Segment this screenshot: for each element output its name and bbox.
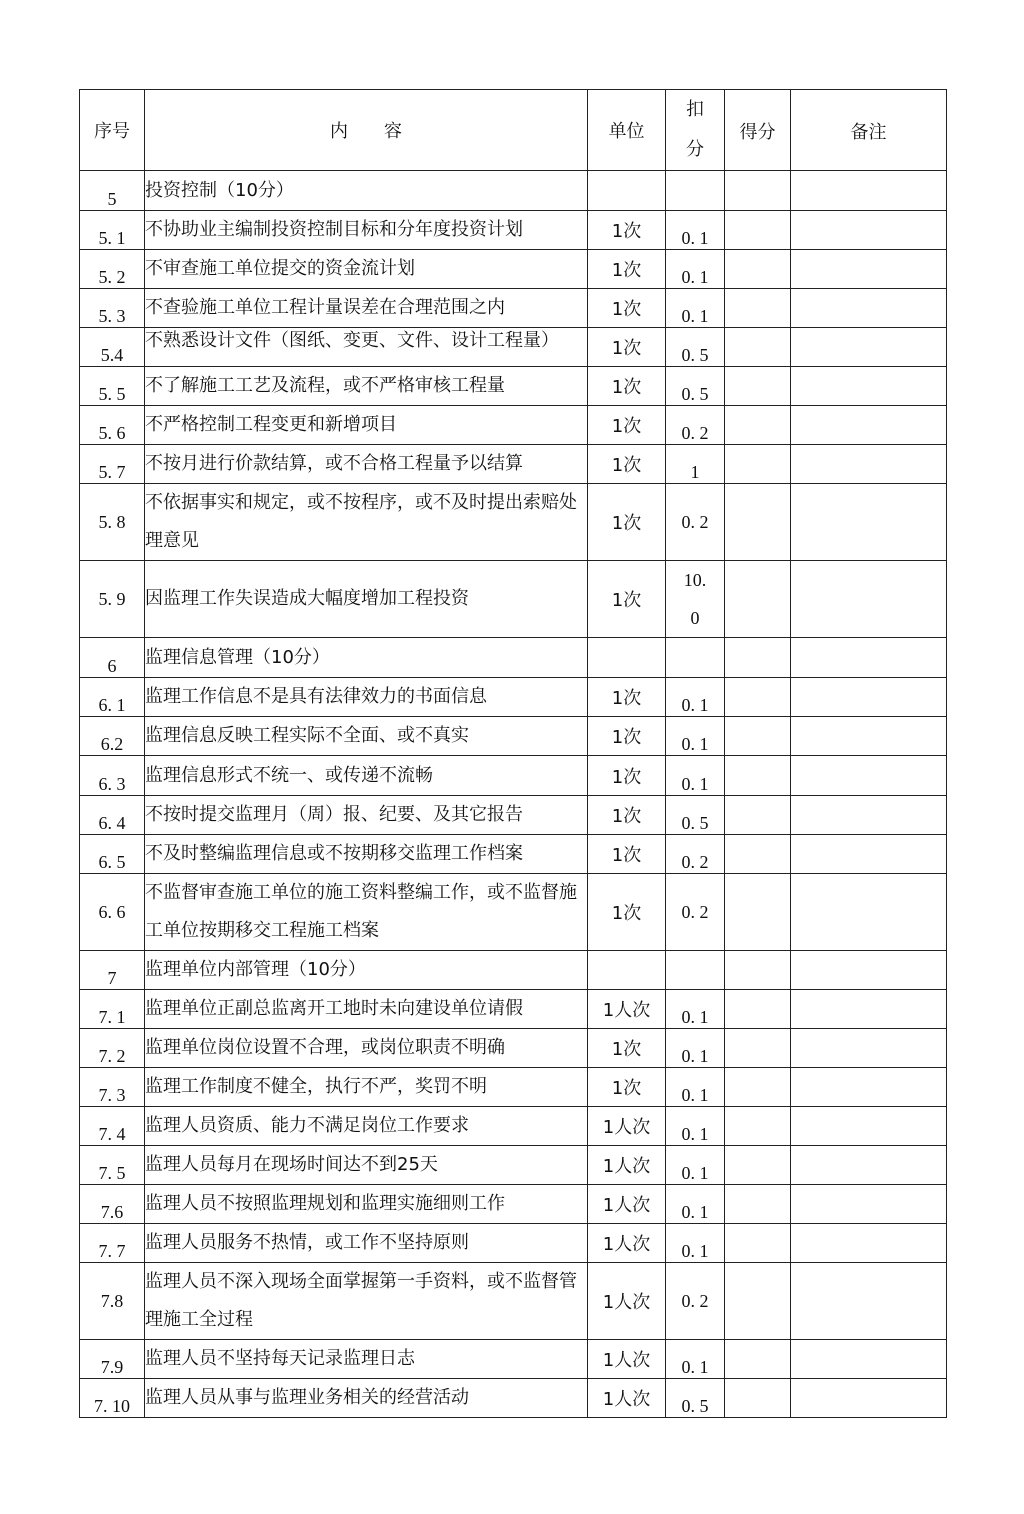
row-seq: 5 <box>80 171 145 211</box>
row-content <box>145 328 588 367</box>
row-content: 监理人员资质、能力不满足岗位工作要求 <box>145 1107 588 1146</box>
row-content: 因监理工作失误造成大幅度增加工程投资 <box>145 561 588 638</box>
row-content: 不及时整编监理信息或不按期移交监理工作档案 <box>145 835 588 874</box>
row-remark-cell[interactable] <box>791 874 947 951</box>
row-deduct: 0. 2 <box>666 484 725 561</box>
table-row <box>80 1340 947 1379</box>
row-remark-cell[interactable] <box>791 678 947 717</box>
row-deduct: 0. 5 <box>666 796 725 835</box>
row-unit: 1人次 <box>588 1340 666 1379</box>
table-row <box>80 990 947 1029</box>
row-content: 监理人员从事与监理业务相关的经营活动 <box>145 1379 588 1418</box>
row-content: 监理工作信息不是具有法律效力的书面信息 <box>145 678 588 717</box>
row-unit: 1次 <box>588 406 666 445</box>
row-deduct: 0. 1 <box>666 1340 725 1379</box>
header-deduct-line2: 分 <box>686 139 704 160</box>
row-deduct <box>666 638 725 678</box>
table-row <box>80 367 947 406</box>
row-content: 投资控制（10分） <box>145 171 588 211</box>
row-unit: 1次 <box>588 796 666 835</box>
table-row <box>80 874 947 951</box>
row-score-cell[interactable] <box>725 1146 791 1185</box>
row-unit <box>588 638 666 678</box>
row-remark-cell[interactable] <box>791 561 947 638</box>
row-score-cell[interactable] <box>725 1263 791 1340</box>
row-content: 监理信息形式不统一、或传递不流畅 <box>145 756 588 796</box>
table-row <box>80 328 947 367</box>
row-unit: 1次 <box>588 756 666 796</box>
row-unit: 1人次 <box>588 1263 666 1340</box>
row-deduct: 0. 1 <box>666 211 725 250</box>
table-row <box>80 561 947 638</box>
row-content: 监理人员服务不热情，或工作不坚持原则 <box>145 1224 588 1263</box>
table-row <box>80 951 947 990</box>
table-row <box>80 1224 947 1263</box>
row-score-cell[interactable] <box>725 171 791 211</box>
row-seq: 6. 3 <box>80 756 145 796</box>
header-score: 得分 <box>725 90 791 171</box>
row-content: 监理人员每月在现场时间达不到25天 <box>145 1146 588 1185</box>
row-deduct-line1: 10. <box>683 570 707 590</box>
row-score-cell[interactable] <box>725 211 791 250</box>
row-seq: 7.8 <box>80 1263 145 1340</box>
row-unit: 1次 <box>588 250 666 289</box>
row-remark-cell[interactable] <box>791 1185 947 1224</box>
row-deduct: 0. 1 <box>666 1029 725 1068</box>
header-deduct <box>666 90 725 171</box>
table-row <box>80 678 947 717</box>
table-row <box>80 171 947 211</box>
row-deduct: 0. 2 <box>666 874 725 951</box>
row-unit: 1人次 <box>588 1107 666 1146</box>
row-seq: 6. 4 <box>80 796 145 835</box>
row-score-cell[interactable] <box>725 756 791 796</box>
row-seq: 6. 6 <box>80 874 145 951</box>
row-score-cell[interactable] <box>725 1340 791 1379</box>
row-seq: 7.6 <box>80 1185 145 1224</box>
row-score-cell[interactable] <box>725 406 791 445</box>
row-content-text: 不熟悉设计文件（图纸、变更、文件、设计工程量） <box>145 330 559 351</box>
row-seq: 7. 5 <box>80 1146 145 1185</box>
table-row <box>80 1068 947 1107</box>
row-score-cell[interactable] <box>725 367 791 406</box>
row-seq: 7. 10 <box>80 1379 145 1418</box>
row-seq: 5.4 <box>80 328 145 367</box>
row-remark-cell[interactable] <box>791 1263 947 1340</box>
row-seq: 6.2 <box>80 717 145 756</box>
row-remark-cell[interactable] <box>791 756 947 796</box>
row-remark-cell[interactable] <box>791 484 947 561</box>
row-unit <box>588 171 666 211</box>
row-score-cell[interactable] <box>725 289 791 328</box>
row-deduct: 0. 2 <box>666 406 725 445</box>
row-deduct <box>666 171 725 211</box>
table-row <box>80 1107 947 1146</box>
table-row <box>80 1029 947 1068</box>
row-remark-cell[interactable] <box>791 796 947 835</box>
row-content: 监理单位内部管理（10分） <box>145 951 588 990</box>
row-content: 不查验施工单位工程计量误差在合理范围之内 <box>145 289 588 328</box>
row-deduct: 0. 1 <box>666 1185 725 1224</box>
row-score-cell[interactable] <box>725 561 791 638</box>
header-unit: 单位 <box>588 90 666 171</box>
table-row <box>80 796 947 835</box>
row-score-cell[interactable] <box>725 638 791 678</box>
row-remark-cell[interactable] <box>791 328 947 367</box>
row-remark-cell[interactable] <box>791 211 947 250</box>
row-unit: 1次 <box>588 717 666 756</box>
row-deduct: 0. 1 <box>666 1224 725 1263</box>
row-remark-cell[interactable] <box>791 990 947 1029</box>
row-remark-cell[interactable] <box>791 171 947 211</box>
row-remark-cell[interactable] <box>791 1340 947 1379</box>
row-score-cell[interactable] <box>725 250 791 289</box>
row-score-cell[interactable] <box>725 484 791 561</box>
row-score-cell[interactable] <box>725 1185 791 1224</box>
row-seq: 7 <box>80 951 145 990</box>
row-remark-cell[interactable] <box>791 289 947 328</box>
row-seq: 5. 6 <box>80 406 145 445</box>
row-content: 不严格控制工程变更和新增项目 <box>145 406 588 445</box>
row-remark-cell[interactable] <box>791 406 947 445</box>
header-row <box>80 90 947 171</box>
row-score-cell[interactable] <box>725 1379 791 1418</box>
row-deduct: 0. 5 <box>666 1379 725 1418</box>
row-unit: 1次 <box>588 484 666 561</box>
row-seq: 6. 1 <box>80 678 145 717</box>
row-content: 不监督审查施工单位的施工资料整编工作，或不监督施工单位按期移交工程施工档案 <box>145 874 588 951</box>
row-remark-cell[interactable] <box>791 717 947 756</box>
row-score-cell[interactable] <box>725 1107 791 1146</box>
deduction-score-table <box>79 89 947 1418</box>
row-unit: 1人次 <box>588 1379 666 1418</box>
row-content: 监理工作制度不健全，执行不严，奖罚不明 <box>145 1068 588 1107</box>
table-row <box>80 717 947 756</box>
row-unit: 1次 <box>588 289 666 328</box>
row-unit: 1人次 <box>588 1185 666 1224</box>
row-deduct: 0. 1 <box>666 717 725 756</box>
row-content: 监理人员不深入现场全面掌握第一手资料，或不监督管理施工全过程 <box>145 1263 588 1340</box>
row-remark-cell[interactable] <box>791 1146 947 1185</box>
row-unit: 1次 <box>588 1068 666 1107</box>
row-deduct-line2: 0 <box>690 608 700 628</box>
row-score-cell[interactable] <box>725 1029 791 1068</box>
row-content: 监理信息管理（10分） <box>145 638 588 678</box>
row-deduct: 0. 1 <box>666 990 725 1029</box>
table-row <box>80 835 947 874</box>
header-content: 内 容 <box>145 90 588 171</box>
row-deduct: 0. 5 <box>666 367 725 406</box>
row-seq: 7. 7 <box>80 1224 145 1263</box>
row-score-cell[interactable] <box>725 835 791 874</box>
row-content: 监理单位岗位设置不合理，或岗位职责不明确 <box>145 1029 588 1068</box>
row-score-cell[interactable] <box>725 874 791 951</box>
row-unit: 1次 <box>588 874 666 951</box>
row-seq: 7.9 <box>80 1340 145 1379</box>
row-deduct: 0. 5 <box>666 328 725 367</box>
row-seq: 7. 2 <box>80 1029 145 1068</box>
row-content: 不按月进行价款结算，或不合格工程量予以结算 <box>145 445 588 484</box>
row-deduct: 0. 1 <box>666 1107 725 1146</box>
header-deduct-line1: 扣 <box>686 99 704 120</box>
row-seq: 5. 8 <box>80 484 145 561</box>
table-row <box>80 756 947 796</box>
row-content: 不依据事实和规定，或不按程序，或不及时提出索赔处理意见 <box>145 484 588 561</box>
row-seq: 6. 5 <box>80 835 145 874</box>
row-content: 不了解施工工艺及流程，或不严格审核工程量 <box>145 367 588 406</box>
row-unit: 1次 <box>588 211 666 250</box>
row-content: 不协助业主编制投资控制目标和分年度投资计划 <box>145 211 588 250</box>
row-score-cell[interactable] <box>725 990 791 1029</box>
row-deduct: 1 <box>666 445 725 484</box>
row-seq: 5. 9 <box>80 561 145 638</box>
row-unit: 1次 <box>588 561 666 638</box>
row-unit <box>588 951 666 990</box>
row-content: 监理人员不按照监理规划和监理实施细则工作 <box>145 1185 588 1224</box>
row-score-cell[interactable] <box>725 678 791 717</box>
table-row <box>80 484 947 561</box>
row-remark-cell[interactable] <box>791 1224 947 1263</box>
row-score-cell[interactable] <box>725 445 791 484</box>
row-unit: 1次 <box>588 835 666 874</box>
row-seq: 5. 7 <box>80 445 145 484</box>
table-row <box>80 445 947 484</box>
row-remark-cell[interactable] <box>791 835 947 874</box>
row-seq: 5. 1 <box>80 211 145 250</box>
row-deduct: 0. 2 <box>666 1263 725 1340</box>
row-content: 不按时提交监理月（周）报、纪要、及其它报告 <box>145 796 588 835</box>
row-content: 监理单位正副总监离开工地时未向建设单位请假 <box>145 990 588 1029</box>
row-unit: 1次 <box>588 678 666 717</box>
row-deduct: 0. 2 <box>666 835 725 874</box>
row-unit: 1人次 <box>588 1224 666 1263</box>
row-remark-cell[interactable] <box>791 1107 947 1146</box>
row-seq: 5. 2 <box>80 250 145 289</box>
row-deduct: 0. 1 <box>666 1146 725 1185</box>
row-remark-cell[interactable] <box>791 1379 947 1418</box>
row-content: 监理人员不坚持每天记录监理日志 <box>145 1340 588 1379</box>
table-row <box>80 638 947 678</box>
header-seq: 序号 <box>80 90 145 171</box>
row-remark-cell[interactable] <box>791 250 947 289</box>
row-seq: 7. 1 <box>80 990 145 1029</box>
row-score-cell[interactable] <box>725 951 791 990</box>
row-deduct <box>666 561 725 638</box>
table-row <box>80 250 947 289</box>
row-deduct: 0. 1 <box>666 1068 725 1107</box>
row-seq: 6 <box>80 638 145 678</box>
row-score-cell[interactable] <box>725 328 791 367</box>
row-unit: 1人次 <box>588 990 666 1029</box>
row-seq: 7. 4 <box>80 1107 145 1146</box>
table-row <box>80 1185 947 1224</box>
table-row <box>80 1379 947 1418</box>
row-unit: 1次 <box>588 1029 666 1068</box>
row-remark-cell[interactable] <box>791 638 947 678</box>
row-deduct: 0. 1 <box>666 250 725 289</box>
table-row <box>80 289 947 328</box>
row-score-cell[interactable] <box>725 1068 791 1107</box>
table-row <box>80 1146 947 1185</box>
row-seq: 5. 3 <box>80 289 145 328</box>
table-row <box>80 406 947 445</box>
row-deduct: 0. 1 <box>666 289 725 328</box>
row-deduct <box>666 951 725 990</box>
row-deduct: 0. 1 <box>666 678 725 717</box>
row-remark-cell[interactable] <box>791 1068 947 1107</box>
row-score-cell[interactable] <box>725 1224 791 1263</box>
row-unit: 1次 <box>588 445 666 484</box>
row-unit: 1人次 <box>588 1146 666 1185</box>
row-remark-cell[interactable] <box>791 1029 947 1068</box>
table-row <box>80 1263 947 1340</box>
row-deduct: 0. 1 <box>666 756 725 796</box>
row-unit: 1次 <box>588 328 666 367</box>
table-row <box>80 211 947 250</box>
row-score-cell[interactable] <box>725 717 791 756</box>
row-content: 监理信息反映工程实际不全面、或不真实 <box>145 717 588 756</box>
row-content: 不审查施工单位提交的资金流计划 <box>145 250 588 289</box>
row-remark-cell[interactable] <box>791 445 947 484</box>
row-seq: 7. 3 <box>80 1068 145 1107</box>
row-unit: 1次 <box>588 367 666 406</box>
row-remark-cell[interactable] <box>791 951 947 990</box>
row-seq: 5. 5 <box>80 367 145 406</box>
row-remark-cell[interactable] <box>791 367 947 406</box>
header-remark: 备注 <box>791 90 947 171</box>
row-score-cell[interactable] <box>725 796 791 835</box>
